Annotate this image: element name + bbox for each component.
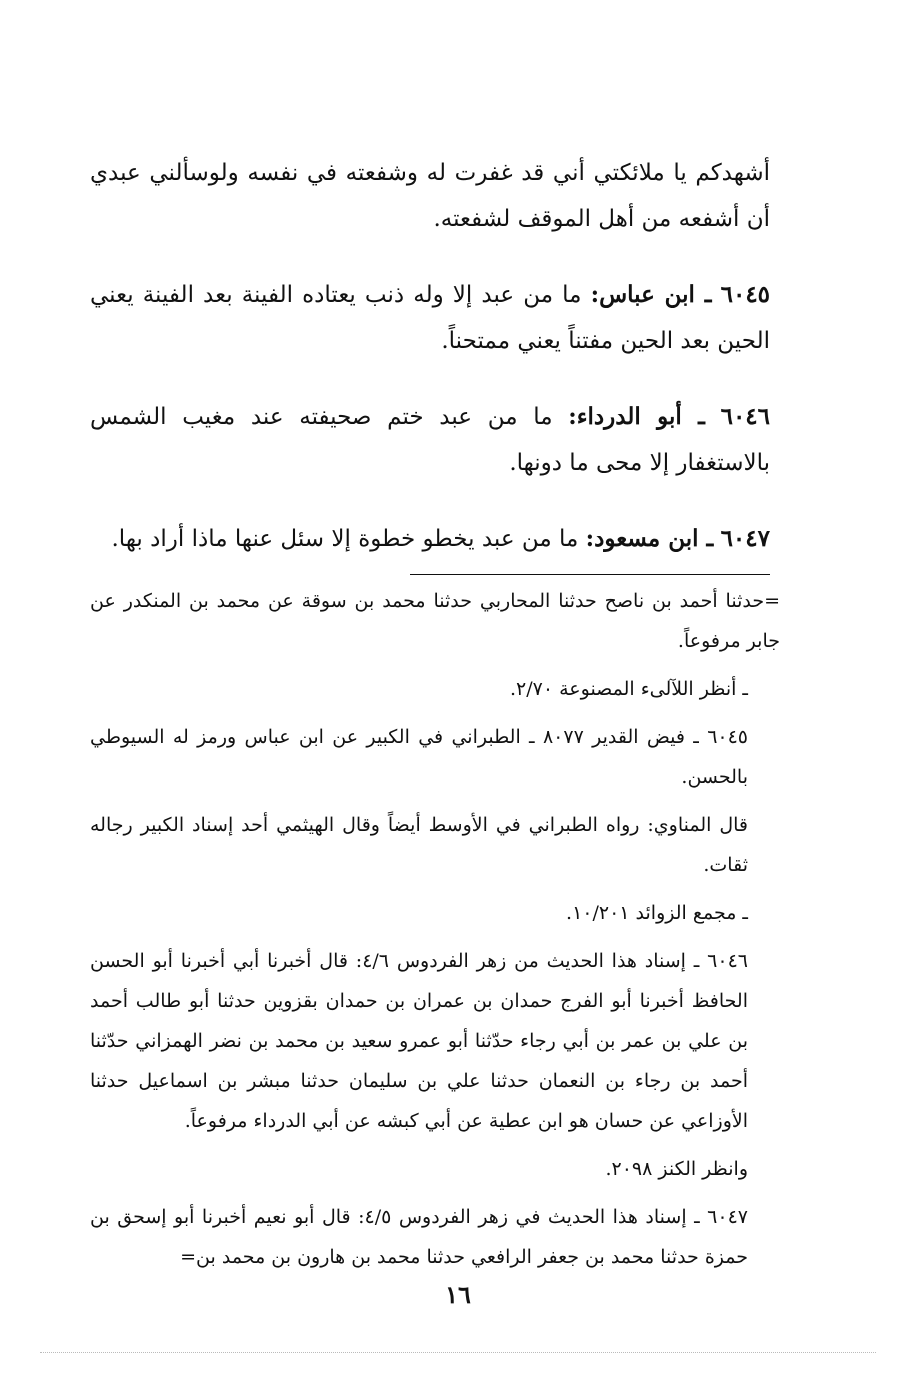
footnote-munawi: قال المناوي: رواه الطبراني في الأوسط أيضاً وقال الهيثمي أحد إسناد الكبير رجاله ثقات. — [90, 814, 748, 876]
footnote-reference: ـ مجمع الزوائد ١٠/٢٠١. — [566, 902, 748, 924]
narrator-name: ابن عباس: — [590, 281, 695, 308]
page-number: ١٦ — [445, 1280, 471, 1309]
main-paragraph-1 — [90, 150, 770, 242]
hadith-number: ٦٠٤٧ — [720, 525, 770, 552]
hadith-text: ما من عبد ختم صحيفته عند مغيب الشمس بالاستغفار إلا محى ما دونها. — [90, 404, 770, 476]
hadith-6047: ٦٠٤٧ ـ ابن مسعود: ما من عبد يخطو خطوة إلا سئل عنها ماذا أراد بها. — [111, 525, 770, 552]
page-body — [90, 150, 780, 1285]
hadith-text: ما من عبد يخطو خطوة إلا سئل عنها ماذا أراد بها. — [111, 526, 579, 552]
hadith-6045: ٦٠٤٥ ـ ابن عباس: ما من عبد إلا وله ذنب يعتاده الفينة بعد الفينة يعني الحين بعد الحين مفتناً يعني ممتحناً. — [90, 281, 771, 354]
hadith-text: ما من عبد إلا وله ذنب يعتاده الفينة بعد الفينة يعني الحين بعد الحين مفتناً يعني ممتحناً. — [90, 282, 770, 354]
footnotes — [90, 581, 780, 1277]
footnote-6046: ٦٠٤٦ ـ إسناد هذا الحديث من زهر الفردوس ٤/٦: قال أخبرنا أبي أخبرنا أبو الحسن الحافظ أخبرنا أبو الفرج حمدان بن عمران بن حمدان بقزوين حدثنا أبو طالب أحمد بن علي بن عمر بن أبي رجاء حدّثنا أبو عمرو سعيد بن محمد بن نضر الهمزاني حدّثنا أحمد بن رجاء بن النعمان حدثنا علي بن سليمان حدثنا مبشر بن اسماعيل حدثنا الأوزاعي عن حسان هو ابن عطية عن أبي كبشه عن أبي الدرداء مرفوعاً. — [90, 950, 748, 1132]
scan-edge-marks — [40, 1352, 876, 1355]
footnote-reference: ـ أنظر اللآلىء المصنوعة ٢/٧٠. — [509, 678, 748, 700]
main-text — [90, 150, 770, 562]
footnote-continuation: =حدثنا أحمد بن ناصح حدثنا المحاربي حدثنا محمد بن سوقة عن محمد بن المنكدر عن جابر مرفوعاً. — [90, 590, 780, 652]
paragraph-text: أشهدكم يا ملائكتي أني قد غفرت له وشفعته في نفسه ولوسألني عبدي أن أشفعه من أهل الموقف لشفعته. — [90, 160, 770, 232]
footnote-separator — [410, 574, 770, 575]
narrator-name: ابن مسعود: — [585, 525, 699, 552]
hadith-number: ٦٠٤٥ — [720, 281, 771, 308]
footnote-6045: ٦٠٤٥ ـ فيض القدير ٨٠٧٧ ـ الطبراني في الكبير عن ابن عباس ورمز له السيوطي بالحسن. — [90, 726, 749, 788]
hadith-6046: ٦٠٤٦ ـ أبو الدرداء: ما من عبد ختم صحيفته عند مغيب الشمس بالاستغفار إلا محى ما دونها. — [90, 403, 771, 476]
footnote-6047: ٦٠٤٧ ـ إسناد هذا الحديث في زهر الفردوس ٤/٥: قال أبو نعيم أخبرنا أبو إسحق بن حمزة حدثنا محمد بن جعفر الرافعي حدثنا محمد بن هارون بن محمد بن= — [90, 1206, 748, 1268]
footnote-reference: وانظر الكنز ٢٠٩٨. — [605, 1158, 748, 1180]
hadith-number: ٦٠٤٦ — [720, 403, 771, 430]
narrator-name: أبو الدرداء: — [568, 403, 682, 430]
